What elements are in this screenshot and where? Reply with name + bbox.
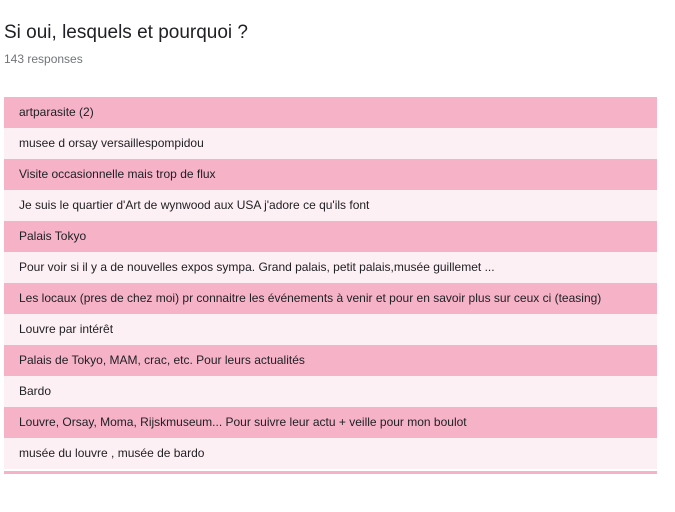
response-row: Palais Tokyo [4, 221, 657, 252]
response-row: Visite occasionnelle mais trop de flux [4, 159, 657, 190]
response-row: Les locaux (pres de chez moi) pr connaitre les événements à venir et pour en savoir plus sur ceux ci (teasing) [4, 283, 657, 314]
response-row: artparasite (2) [4, 97, 657, 128]
response-row: musee d orsay versaillespompidou [4, 128, 657, 159]
response-row: Bardo [4, 376, 657, 407]
response-row: Pour voir si il y a de nouvelles expos sympa. Grand palais, petit palais,musée guillemet ... [4, 252, 657, 283]
response-row: Louvre par intérêt [4, 314, 657, 345]
responses-list[interactable] [4, 97, 657, 474]
response-row: Louvre, Orsay, Moma, Rijskmuseum... Pour suivre leur actu + veille pour mon boulot [4, 407, 657, 438]
response-row: Palais de Tokyo, MAM, crac, etc. Pour leurs actualités [4, 345, 657, 376]
response-count: 143 responses [4, 52, 83, 66]
question-title: Si oui, lesquels et pourquoi ? [4, 22, 248, 43]
response-row: Je suis le quartier d'Art de wynwood aux USA j'adore ce qu'ils font [4, 190, 657, 221]
response-row: musée du louvre , musée de bardo [4, 438, 657, 469]
